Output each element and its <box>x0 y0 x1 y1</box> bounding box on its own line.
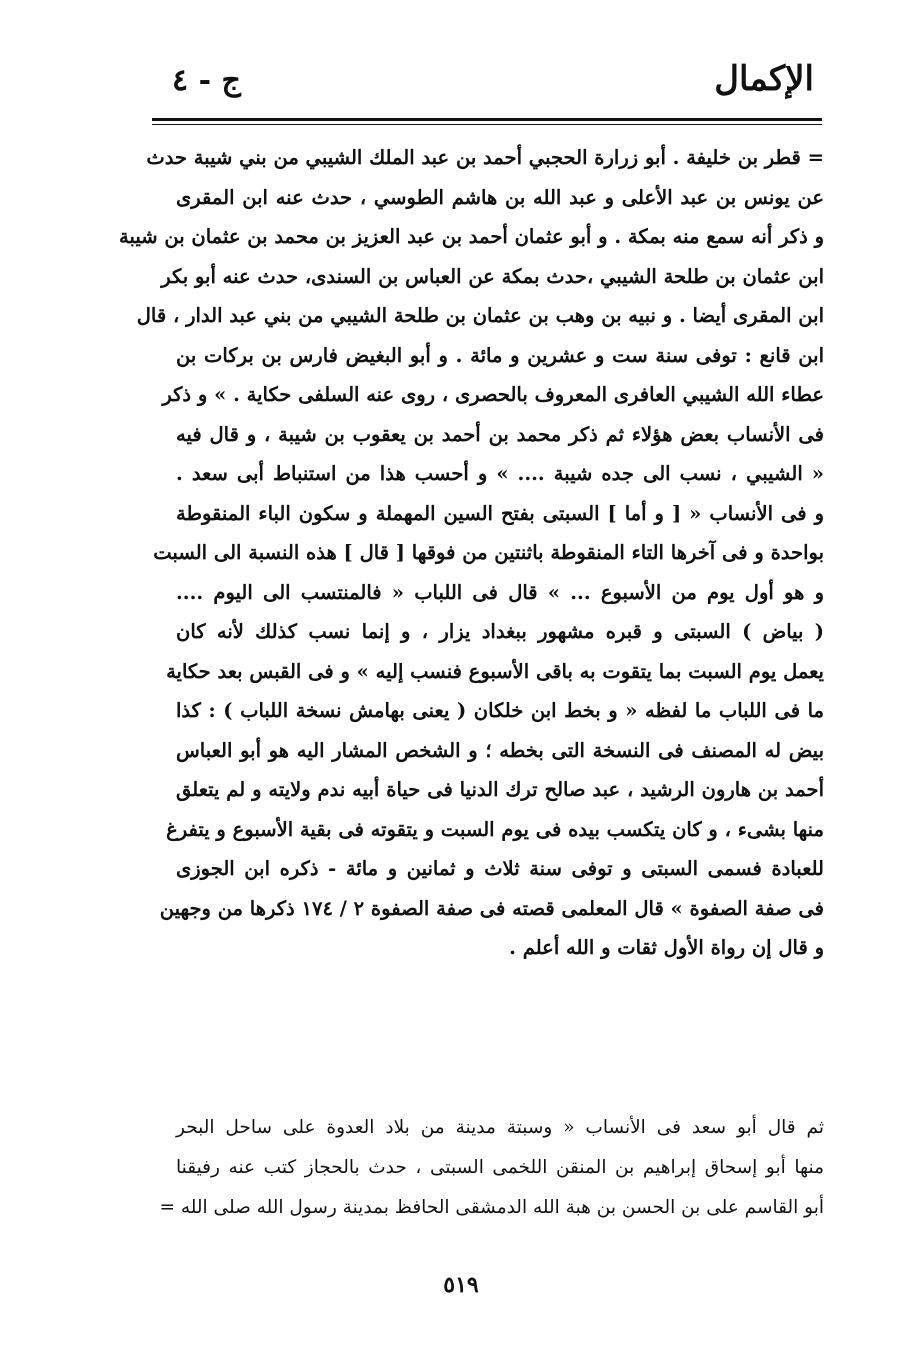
text-line: و ذكر أنه سمع منه بمكة . و أبو عثمان أحمد بن عبد العزيز بن محمد بن عثمان بن شيبة <box>119 225 824 248</box>
text-line: « الشيبي ، نسب الى جده شيبة .... » و أحسب هذا من استنباط أبى سعد . <box>176 462 824 485</box>
text-line: = قطر بن خليفة . أبو زرارة الحجبي أحمد بن عبد الملك الشيبي من بني شيبة حدث <box>146 146 824 169</box>
header-rule <box>152 118 822 121</box>
text-line: ( بياض ) السبتى و قبره مشهور ببغداد يزار ، و إنما نسب كذلك لأنه كان <box>176 620 824 643</box>
header-rule-thin <box>152 124 822 125</box>
text-line: عن يونس بن عبد الأعلى و عبد الله بن هاشم الطوسي ، حدث عنه ابن المقرى <box>176 185 824 209</box>
text-line: بيض له المصنف فى النسخة التى بخطه ؛ و الشخص المشار اليه هو أبو العباس <box>176 738 824 762</box>
text-line: منها أبو إسحاق إبراهيم بن المنقن اللخمى السبتى ، حدث بالحجاز كتب عنه رفيقنا <box>176 1157 824 1178</box>
text-line: فى الأنساب بعض هؤلاء ثم ذكر محمد بن أحمد بن يعقوب بن شيبة ، و قال فيه <box>176 422 824 446</box>
text-line: و قال إن رواة الأول ثقات و الله أعلم . <box>509 936 824 959</box>
text-line: منها بشىء ، و كان يتكسب بيده فى يوم السبت و يتقوته فى بقية الأسبوع و يتفرغ <box>166 817 824 841</box>
text-line: يعمل يوم السبت بما يتقوت به باقى الأسبوع فنسب إليه » و فى القبس بعد حكاية <box>166 659 824 683</box>
text-line: ابن عثمان بن طلحة الشيبي ،حدث بمكة عن العباس بن السندى، حدث عنه أبو بكر <box>161 264 824 288</box>
text-line: أبو القاسم على بن الحسن بن هبة الله الدمشقى الحافظ بمدينة رسول الله صلى الله = <box>159 1197 824 1218</box>
text-line: ابن قانع : توفى سنة ست و عشرين و مائة . و أبو البغيض فارس بن بركات بن <box>176 343 824 367</box>
running-title: الإكمال <box>714 59 814 99</box>
text-line: ابن المقرى أيضا . و نبيه بن وهب بن عثمان بن طلحة الشيبي من بني عبد الدار ، قال <box>136 304 824 327</box>
main-text-block <box>119 138 824 968</box>
text-line: ما فى اللباب ما لفظه « و بخط ابن خلكان ( يعنى بهامش نسخة اللباب ) : كذا <box>176 699 824 722</box>
text-line: للعبادة فسمى السبتى و توفى سنة ثلاث و ثمانين و مائة - ذكره ابن الجوزى <box>176 857 824 880</box>
page-number: ٥١٩ <box>443 1272 479 1298</box>
text-line: بواحدة و فى آخرها التاء المنقوطة باثنتين من فوقها [ قال ] هذه النسبة الى السبت <box>153 541 824 564</box>
text-line: و هو أول يوم من الأسبوع ... » قال فى اللباب « فالمنتسب الى اليوم .... <box>176 580 824 604</box>
text-line: فى صفة الصفوة » قال المعلمى قصته فى صفة الصفوة ٢ / ١٧٤ ذكرها من وجهين <box>159 896 824 920</box>
text-line: و فى الأنساب « [ و أما ] السبتى بفتح السين المهملة و سكون الباء المنقوطة <box>176 501 824 525</box>
volume-label: ج - ٤ <box>172 63 241 98</box>
text-line: أحمد بن هارون الرشيد ، عبد صالح ترك الدنيا فى حياة أبيه ندم ولايته و لم يتعلق <box>176 778 824 801</box>
text-line: ثم قال أبو سعد فى الأنساب « وسبتة مدينة من بلاد العدوة على ساحل البحر <box>176 1117 824 1138</box>
continuation-text-block <box>159 1108 824 1228</box>
text-line: عطاء الله الشيبي العافرى المعروف بالحصرى ، روى عنه السلفى حكاية . » و ذكر <box>162 383 824 406</box>
